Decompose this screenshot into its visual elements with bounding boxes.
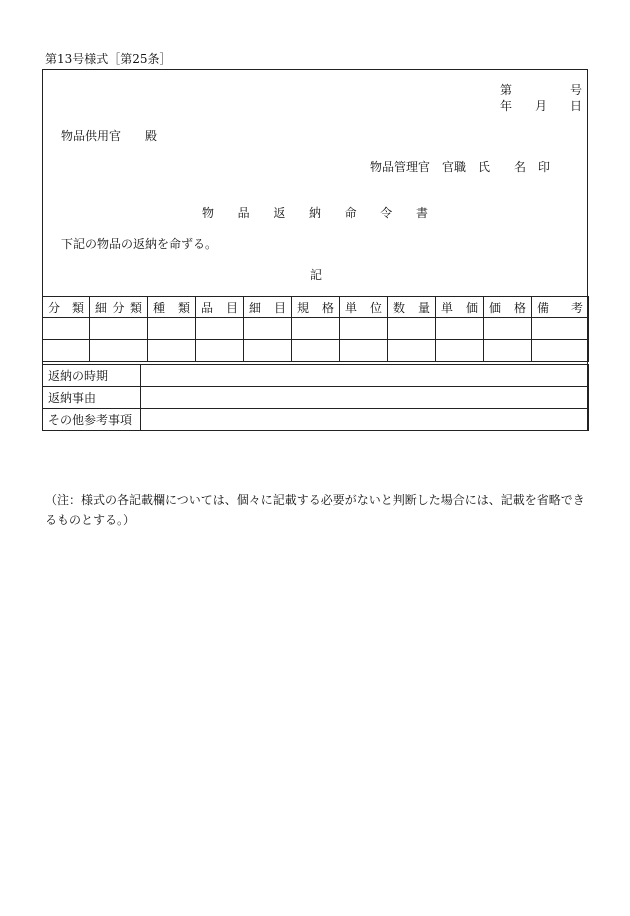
header-cell bbox=[196, 297, 244, 318]
table-cell[interactable] bbox=[90, 340, 148, 362]
document-date bbox=[500, 100, 582, 112]
header-char: 価 bbox=[465, 300, 478, 315]
ki-heading: 記 bbox=[310, 268, 323, 282]
table-cell[interactable] bbox=[532, 340, 589, 362]
supplementary-table bbox=[42, 364, 589, 431]
number-label-prefix: 第 bbox=[500, 83, 513, 97]
header-char: 種 bbox=[153, 300, 166, 315]
header-char: 類 bbox=[129, 300, 142, 315]
return-period-row bbox=[43, 365, 589, 387]
header-char: 類 bbox=[71, 300, 84, 315]
table-cell[interactable] bbox=[196, 340, 244, 362]
return-reason-label: 返納事由 bbox=[43, 387, 141, 409]
header-cell bbox=[436, 297, 484, 318]
number-label-suffix: 号 bbox=[569, 83, 582, 97]
return-period-label: 返納の時期 bbox=[43, 365, 141, 387]
header-char: 品 bbox=[201, 300, 214, 315]
table-cell[interactable] bbox=[484, 340, 532, 362]
header-char: 量 bbox=[417, 300, 430, 315]
header-cell bbox=[244, 297, 292, 318]
title-char: 令 bbox=[380, 206, 393, 220]
header-char: 目 bbox=[273, 300, 286, 315]
table-cell[interactable] bbox=[43, 340, 90, 362]
table-cell[interactable] bbox=[340, 318, 388, 340]
header-char: 分 bbox=[112, 300, 125, 315]
header-char: 類 bbox=[177, 300, 190, 315]
header-cell bbox=[90, 297, 148, 318]
footnote: （注：様式の各記載欄については、個々に記載する必要がないと判断した場合には、記載を省略できるものとする。） bbox=[45, 493, 585, 527]
header-char: 分 bbox=[48, 300, 61, 315]
return-reason-field[interactable] bbox=[141, 387, 589, 409]
table-cell[interactable] bbox=[292, 340, 340, 362]
header-char: 規 bbox=[297, 300, 310, 315]
table-row bbox=[43, 340, 589, 362]
date-month: 月 bbox=[534, 99, 547, 113]
table-cell[interactable] bbox=[292, 318, 340, 340]
header-char: 細 bbox=[95, 300, 108, 315]
order-statement: 下記の物品の返納を命ずる。 bbox=[61, 237, 218, 251]
return-period-field[interactable] bbox=[141, 365, 589, 387]
table-cell[interactable] bbox=[436, 318, 484, 340]
header-char: 格 bbox=[513, 300, 526, 315]
title-char: 書 bbox=[415, 206, 428, 220]
document-title bbox=[202, 207, 428, 219]
title-char: 返 bbox=[273, 206, 286, 220]
header-char: 単 bbox=[345, 300, 358, 315]
other-notes-field[interactable] bbox=[141, 409, 589, 431]
date-year: 年 bbox=[500, 99, 513, 113]
table-header-row bbox=[43, 297, 589, 318]
issuer-signature-line: 物品管理官 官職 氏 名 印 bbox=[370, 160, 551, 174]
header-char: 格 bbox=[321, 300, 334, 315]
header-char: 価 bbox=[489, 300, 502, 315]
header-char: 位 bbox=[369, 300, 382, 315]
table-cell[interactable] bbox=[196, 318, 244, 340]
table-cell[interactable] bbox=[388, 318, 436, 340]
title-char: 命 bbox=[344, 206, 357, 220]
table-cell[interactable] bbox=[436, 340, 484, 362]
header-char: 数 bbox=[393, 300, 406, 315]
items-table bbox=[42, 296, 589, 362]
table-cell[interactable] bbox=[148, 318, 196, 340]
other-notes-label: その他参考事項 bbox=[43, 409, 141, 431]
addressee: 物品供用官 殿 bbox=[61, 129, 158, 143]
table-row bbox=[43, 318, 589, 340]
table-cell[interactable] bbox=[244, 318, 292, 340]
header-char: 備 bbox=[537, 300, 550, 315]
return-reason-row bbox=[43, 387, 589, 409]
header-cell bbox=[148, 297, 196, 318]
title-char: 納 bbox=[308, 206, 321, 220]
header-cell bbox=[388, 297, 436, 318]
table-cell[interactable] bbox=[484, 318, 532, 340]
table-cell[interactable] bbox=[244, 340, 292, 362]
header-char: 細 bbox=[249, 300, 262, 315]
header-char: 単 bbox=[441, 300, 454, 315]
header-char: 考 bbox=[570, 300, 583, 315]
table-cell[interactable] bbox=[43, 318, 90, 340]
header-cell bbox=[340, 297, 388, 318]
header-char: 目 bbox=[225, 300, 238, 315]
header-cell bbox=[43, 297, 90, 318]
table-cell[interactable] bbox=[148, 340, 196, 362]
table-cell[interactable] bbox=[90, 318, 148, 340]
date-day: 日 bbox=[569, 99, 582, 113]
form-number: 第13号様式［第25条］ bbox=[45, 52, 172, 66]
header-cell bbox=[532, 297, 589, 318]
table-cell[interactable] bbox=[340, 340, 388, 362]
document-number bbox=[500, 84, 582, 96]
header-cell bbox=[484, 297, 532, 318]
header-cell bbox=[292, 297, 340, 318]
other-notes-row bbox=[43, 409, 589, 431]
title-char: 物 bbox=[202, 206, 215, 220]
table-cell[interactable] bbox=[532, 318, 589, 340]
title-char: 品 bbox=[237, 206, 250, 220]
table-cell[interactable] bbox=[388, 340, 436, 362]
